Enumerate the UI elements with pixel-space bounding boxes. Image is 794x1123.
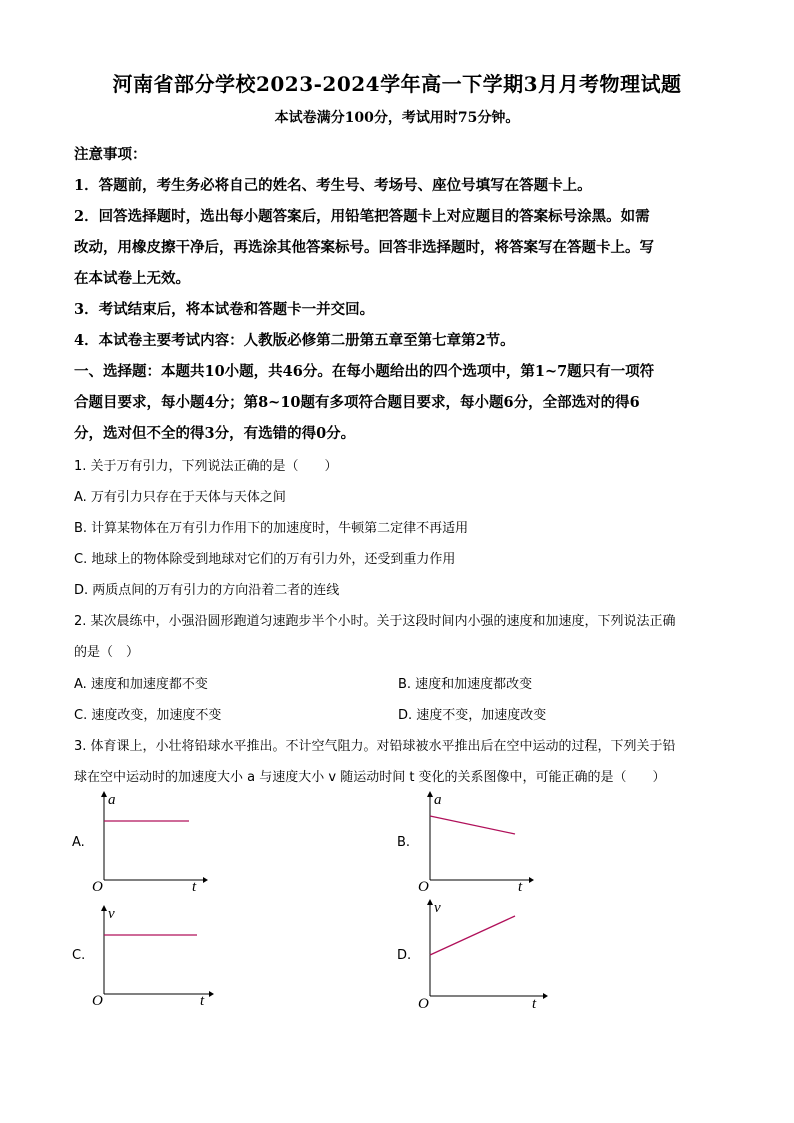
page-subtitle: 本试卷满分100分，考试用时75分钟。 [274, 110, 520, 126]
y-axis-label: a [434, 792, 442, 808]
y-axis-arrow [427, 791, 433, 797]
graph-a [88, 790, 208, 895]
q2-option-a: A. 速度和加速度都不变 [74, 677, 208, 692]
graph-line [430, 816, 515, 834]
page-title: 河南省部分学校2023-2024学年高一下学期3月月考物理试题 [112, 72, 682, 96]
graph-c [88, 904, 214, 1009]
graph-d-label: D. [397, 948, 412, 963]
x-axis-label: t [518, 879, 523, 895]
graph-d [414, 898, 548, 1012]
origin-label: O [418, 996, 429, 1012]
notice-heading: 注意事项： [74, 146, 147, 163]
origin-label: O [92, 879, 103, 895]
q1-option-a: A. 万有引力只存在于天体与天体之间 [74, 490, 286, 505]
x-axis-label: t [532, 996, 537, 1012]
q1-stem: 1. 关于万有引力，下列说法正确的是（ ） [74, 459, 338, 474]
x-axis-arrow [209, 991, 214, 997]
section-instructions: 一、选择题：本题共10小题，共46分。在每小题给出的四个选项中，第1~7题只有一项符 [74, 363, 655, 380]
graph-a-label: A. [72, 835, 85, 850]
origin-label: O [418, 879, 429, 895]
x-axis-arrow [203, 877, 208, 883]
y-axis-label: a [108, 792, 116, 808]
y-axis-arrow [427, 899, 433, 905]
notice-item: 2．回答选择题时，选出每小题答案后，用铅笔把答题卡上对应题目的答案标号涂黑。如需 [74, 208, 650, 225]
q2-stem: 的是（ ） [74, 645, 140, 660]
x-axis-arrow [529, 877, 534, 883]
notice-item: 3．考试结束后，将本试卷和答题卡一并交回。 [74, 301, 375, 318]
q2-option-d: D. 速度不变，加速度改变 [398, 708, 547, 723]
x-axis-arrow [543, 993, 548, 999]
notice-item: 1．答题前，考生务必将自己的姓名、考生号、考场号、座位号填写在答题卡上。 [74, 177, 592, 194]
q3-stem: 3. 体育课上，小壮将铅球水平推出。不计空气阻力。对铅球被水平推出后在空中运动的过程，下列关于铅 [74, 739, 676, 754]
origin-label: O [92, 993, 103, 1009]
section-instructions: 合题目要求，每小题4分；第8~10题有多项符合题目要求，每小题6分，全部选对的得6 [74, 394, 640, 411]
q1-option-d: D. 两质点间的万有引力的方向沿着二者的连线 [74, 583, 340, 598]
y-axis-label: v [434, 900, 441, 916]
x-axis-label: t [200, 993, 205, 1009]
y-axis-arrow [101, 791, 107, 797]
graph-c-label: C. [72, 948, 86, 963]
q1-option-b: B. 计算某物体在万有引力作用下的加速度时，牛顿第二定律不再适用 [74, 521, 469, 536]
notice-item: 4．本试卷主要考试内容：人教版必修第二册第五章至第七章第2节。 [74, 332, 515, 349]
q3-stem: 球在空中运动时的加速度大小 a 与速度大小 v 随运动时间 t 变化的关系图像中，可能正确的是（ ） [74, 770, 666, 785]
graph-b [414, 790, 534, 895]
section-instructions: 分，选对但不全的得3分，有选错的得0分。 [74, 425, 356, 442]
y-axis-arrow [101, 905, 107, 911]
notice-item: 改动，用橡皮擦干净后，再选涂其他答案标号。回答非选择题时，将答案写在答题卡上。写 [74, 239, 654, 256]
graph-line [430, 916, 515, 955]
q2-option-c: C. 速度改变，加速度不变 [74, 708, 222, 723]
q2-option-b: B. 速度和加速度都改变 [398, 677, 533, 692]
graph-b-label: B. [397, 835, 411, 850]
q2-stem: 2. 某次晨练中，小强沿圆形跑道匀速跑步半个小时。关于这段时间内小强的速度和加速度，下列说法正确 [74, 614, 676, 629]
y-axis-label: v [108, 906, 115, 922]
notice-item: 在本试卷上无效。 [74, 270, 190, 287]
x-axis-label: t [192, 879, 197, 895]
q1-option-c: C. 地球上的物体除受到地球对它们的万有引力外，还受到重力作用 [74, 552, 456, 567]
